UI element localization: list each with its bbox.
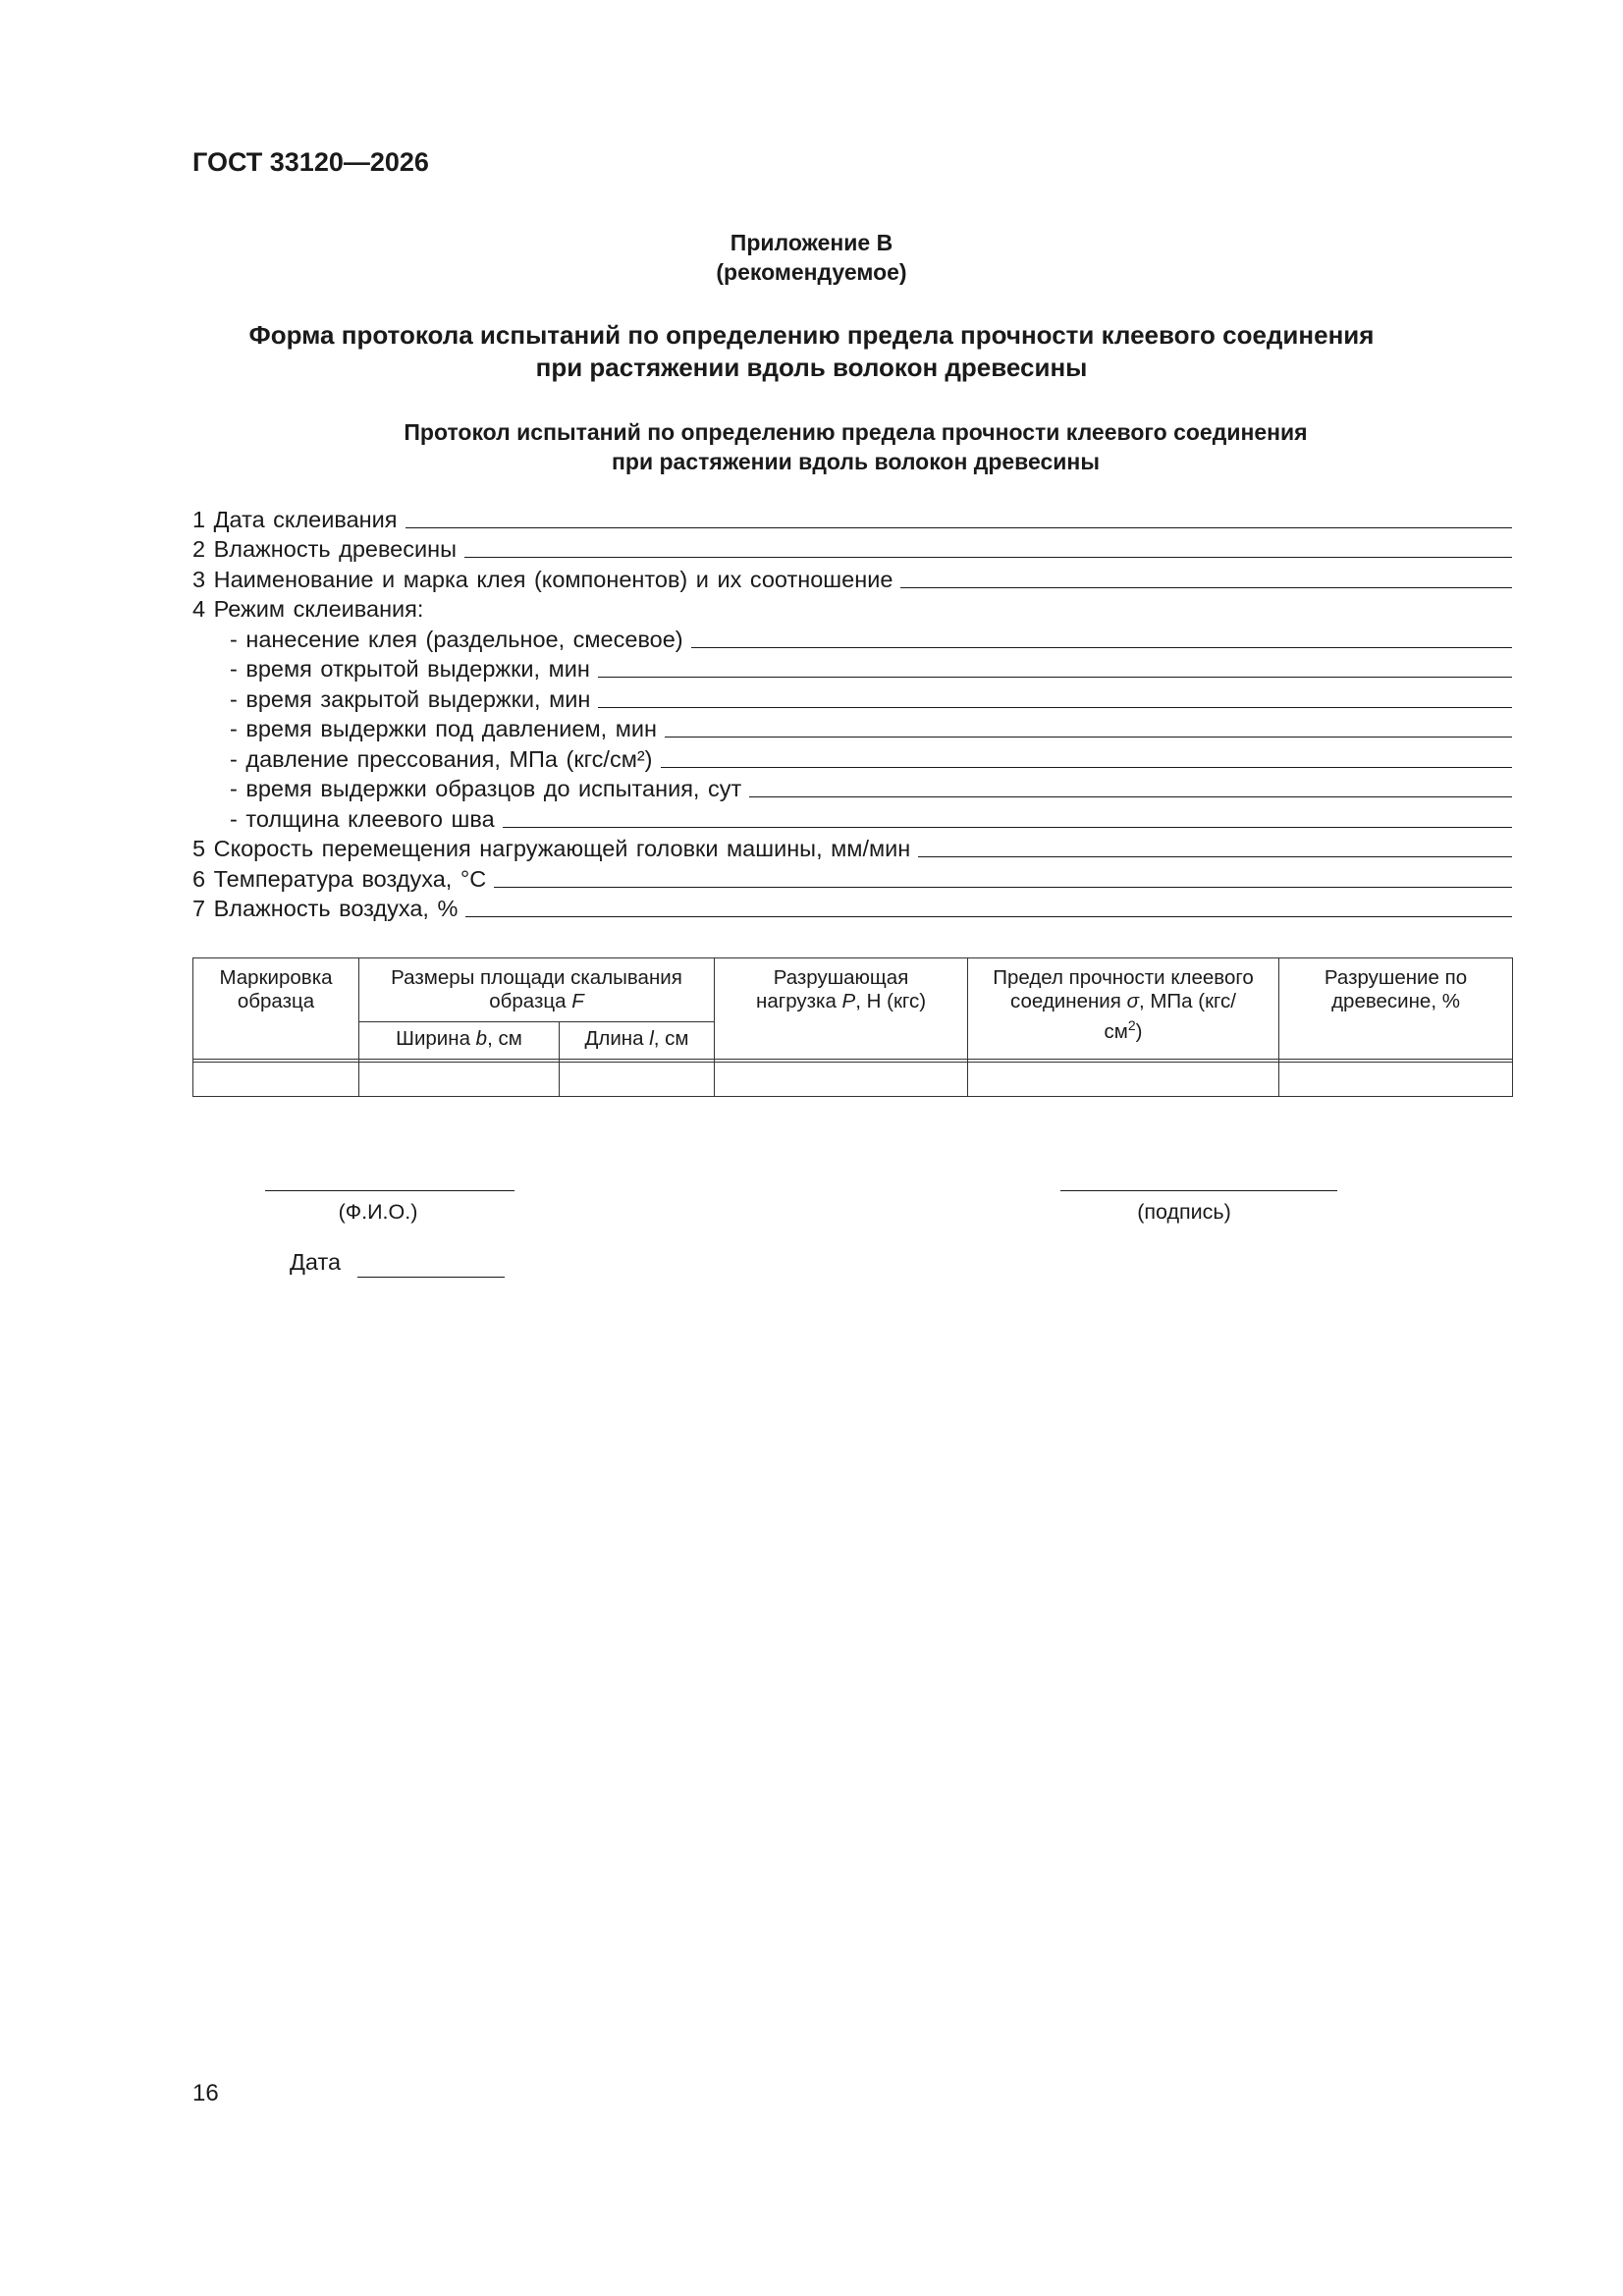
field-label: - время выдержки под давлением, мин	[230, 716, 657, 741]
field-input-line[interactable]	[900, 587, 1512, 588]
form-field	[192, 683, 1512, 713]
field-label: 2 Влажность древесины	[192, 536, 457, 562]
field-input-line[interactable]	[464, 557, 1512, 558]
form-field	[192, 623, 1512, 653]
cell-width[interactable]	[359, 1063, 560, 1097]
document-code: ГОСТ 33120—2026	[192, 147, 429, 177]
cell-marking[interactable]	[193, 1063, 359, 1097]
field-input-line[interactable]	[691, 647, 1512, 648]
field-label: 6 Температура воздуха, °С	[192, 865, 487, 892]
name-signature-line[interactable]	[265, 1190, 514, 1191]
page-number: 16	[192, 2080, 219, 2106]
cell-length[interactable]	[560, 1063, 715, 1097]
sign-signature-line[interactable]	[1060, 1190, 1337, 1191]
header-strength: Предел прочности клеевого соединения σ, МПа (кгс/ $см^2$)	[968, 958, 1279, 1060]
field-label: - время закрытой выдержки, мин	[230, 685, 591, 712]
field-input-line[interactable]	[598, 677, 1512, 678]
form-field	[192, 742, 1512, 773]
date-label: Дата	[290, 1249, 342, 1275]
form-field	[192, 833, 1512, 863]
name-caption: (Ф.И.О.)	[338, 1200, 418, 1224]
form-field	[192, 533, 1512, 564]
header-length: Длина l, см	[560, 1022, 715, 1060]
protocol-title	[285, 417, 1427, 476]
protocol-title-line2: при растяжении вдоль волокон древесины	[612, 449, 1100, 474]
form-field	[192, 773, 1512, 803]
field-label: - толщина клеевого шва	[230, 805, 495, 832]
form-field	[192, 503, 1512, 533]
form-title-line2: при растяжении вдоль волокон древесины	[535, 353, 1088, 382]
form-title-line1: Форма протокола испытаний по определению предела прочности клеевого соединения	[248, 320, 1375, 350]
header-load: Разрушающая нагрузка P, Н (кгс)	[715, 958, 968, 1060]
cell-load[interactable]	[715, 1063, 968, 1097]
form-field	[192, 563, 1512, 593]
form-field	[192, 713, 1512, 743]
field-input-line[interactable]	[494, 887, 1512, 888]
field-input-line[interactable]	[598, 707, 1512, 708]
field-label: 7 Влажность воздуха, %	[192, 896, 459, 921]
appendix-label: Приложение В	[730, 230, 893, 255]
form-field	[192, 593, 1512, 624]
sign-caption: (подпись)	[1137, 1200, 1231, 1224]
results-table	[192, 957, 1513, 1097]
field-label: - время выдержки образцов до испытания, сут	[230, 776, 742, 801]
table-row	[193, 1063, 1513, 1097]
form-field	[192, 653, 1512, 683]
header-failure: Разрушение по древесине, %	[1279, 958, 1513, 1060]
field-input-line[interactable]	[661, 767, 1512, 768]
protocol-title-line1: Протокол испытаний по определению предела прочности клеевого соединения	[404, 419, 1308, 445]
field-input-line[interactable]	[503, 827, 1512, 828]
appendix-heading	[0, 228, 1623, 287]
date-line[interactable]	[357, 1277, 505, 1278]
cell-failure[interactable]	[1279, 1063, 1513, 1097]
header-area: Размеры площади скалывания образца F	[359, 958, 715, 1022]
field-label: 5 Скорость перемещения нагружающей головки машины, мм/мин	[192, 836, 911, 861]
form-title	[0, 319, 1623, 384]
header-marking: Маркировка образца	[193, 958, 359, 1060]
field-label: - время открытой выдержки, мин	[230, 656, 590, 682]
field-input-line[interactable]	[465, 916, 1512, 917]
field-input-line[interactable]	[749, 796, 1512, 797]
field-label: 4 Режим склеивания:	[192, 596, 424, 622]
protocol-fields	[192, 503, 1512, 922]
cell-strength[interactable]	[968, 1063, 1279, 1097]
field-input-line[interactable]	[918, 856, 1512, 857]
appendix-status: (рекомендуемое)	[716, 259, 907, 285]
header-width: Ширина b, см	[359, 1022, 560, 1060]
field-label: 1 Дата склеивания	[192, 506, 398, 532]
field-label: - нанесение клея (раздельное, смесевое)	[230, 626, 683, 652]
form-field	[192, 802, 1512, 833]
field-label: - давление прессования, МПа (кгс/см²)	[230, 745, 653, 772]
field-input-line[interactable]	[406, 527, 1513, 528]
field-input-line[interactable]	[665, 737, 1512, 738]
form-field	[192, 893, 1512, 923]
form-field	[192, 862, 1512, 893]
field-label: 3 Наименование и марка клея (компонентов) и их соотношение	[192, 566, 893, 592]
